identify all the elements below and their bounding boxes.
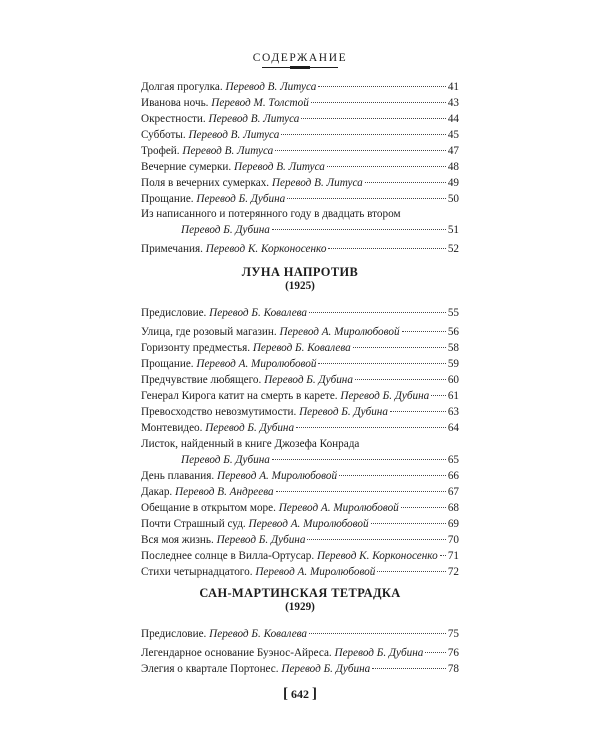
toc-entry: Вечерние сумерки. Перевод В. Литуса 48 xyxy=(141,161,459,173)
toc-entry: Предисловие. Перевод Б. Ковалева 75 xyxy=(141,628,459,640)
toc-entry: Перевод Б. Дубина 65 xyxy=(181,454,459,466)
toc-entry: Окрестности. Перевод В. Литуса 44 xyxy=(141,113,459,125)
page-number-value: 642 xyxy=(291,687,309,701)
toc-entry: Поля в вечерних сумерках. Перевод В. Литуса 49 xyxy=(141,177,459,189)
toc-entry: Долгая прогулка. Перевод В. Литуса 41 xyxy=(141,81,459,93)
toc-entry: Дакар. Перевод В. Андреева 67 xyxy=(141,486,459,498)
toc-entry: Генерал Кирога катит на смерть в карете. Перевод Б. Дубина 61 xyxy=(141,390,459,402)
toc-entry: Горизонту предместья. Перевод Б. Ковалева 58 xyxy=(141,342,459,354)
toc-entry-title-line: Из написанного и потерянного году в двадцать втором xyxy=(141,208,401,220)
header-divider xyxy=(262,67,338,68)
section-year: (1925) xyxy=(285,280,315,292)
toc-entry: Почти Страшный суд. Перевод А. Миролюбовой 69 xyxy=(141,518,459,530)
folio-bracket-right: ] xyxy=(312,686,317,702)
toc-entry: Стихи четырнадцатого. Перевод А. Миролюбовой 72 xyxy=(141,566,459,578)
toc-entry: Обещание в открытом море. Перевод А. Миролюбовой 68 xyxy=(141,502,459,514)
toc-entry: Предисловие. Перевод Б. Ковалева 55 xyxy=(141,307,459,319)
toc-entry: Легендарное основание Буэнос-Айреса. Перевод Б. Дубина 76 xyxy=(141,647,459,659)
running-header: СОДЕРЖАНИЕ xyxy=(252,52,348,64)
toc-entry: Предчувствие любящего. Перевод Б. Дубина 60 xyxy=(141,374,459,386)
toc-entry: Трофей. Перевод В. Литуса 47 xyxy=(141,145,459,157)
section-year: (1929) xyxy=(285,601,315,613)
toc-entry-title-line: Листок, найденный в книге Джозефа Конрада xyxy=(141,438,360,450)
toc-entry: Улица, где розовый магазин. Перевод А. Миролюбовой 56 xyxy=(141,326,459,338)
toc-entry: Элегия о квартале Портонес. Перевод Б. Дубина 78 xyxy=(141,663,459,675)
toc-entry: Превосходство невозмутимости. Перевод Б. Дубина 63 xyxy=(141,406,459,418)
toc-entry: Примечания. Перевод К. Корконосенко 52 xyxy=(141,243,459,255)
toc-entry: Монтевидео. Перевод Б. Дубина 64 xyxy=(141,422,459,434)
toc-entry: Последнее солнце в Вилла-Ортусар. Перевод К. Корконосенко 71 xyxy=(141,550,459,562)
section-title: ЛУНА НАПРОТИВ xyxy=(241,265,359,279)
section-title: САН-МАРТИНСКАЯ ТЕТРАДКА xyxy=(199,586,401,600)
toc-entry: Прощание. Перевод Б. Дубина 50 xyxy=(141,193,459,205)
toc-entry: Перевод Б. Дубина 51 xyxy=(181,224,459,236)
toc-entry: Иванова ночь. Перевод М. Толстой 43 xyxy=(141,97,459,109)
toc-entry: Субботы. Перевод В. Литуса 45 xyxy=(141,129,459,141)
toc-entry: Прощание. Перевод А. Миролюбовой 59 xyxy=(141,358,459,370)
toc-entry: Вся моя жизнь. Перевод Б. Дубина 70 xyxy=(141,534,459,546)
page-number xyxy=(0,686,600,703)
folio-bracket-left: [ xyxy=(283,686,288,702)
toc-entry: День плавания. Перевод А. Миролюбовой 66 xyxy=(141,470,459,482)
